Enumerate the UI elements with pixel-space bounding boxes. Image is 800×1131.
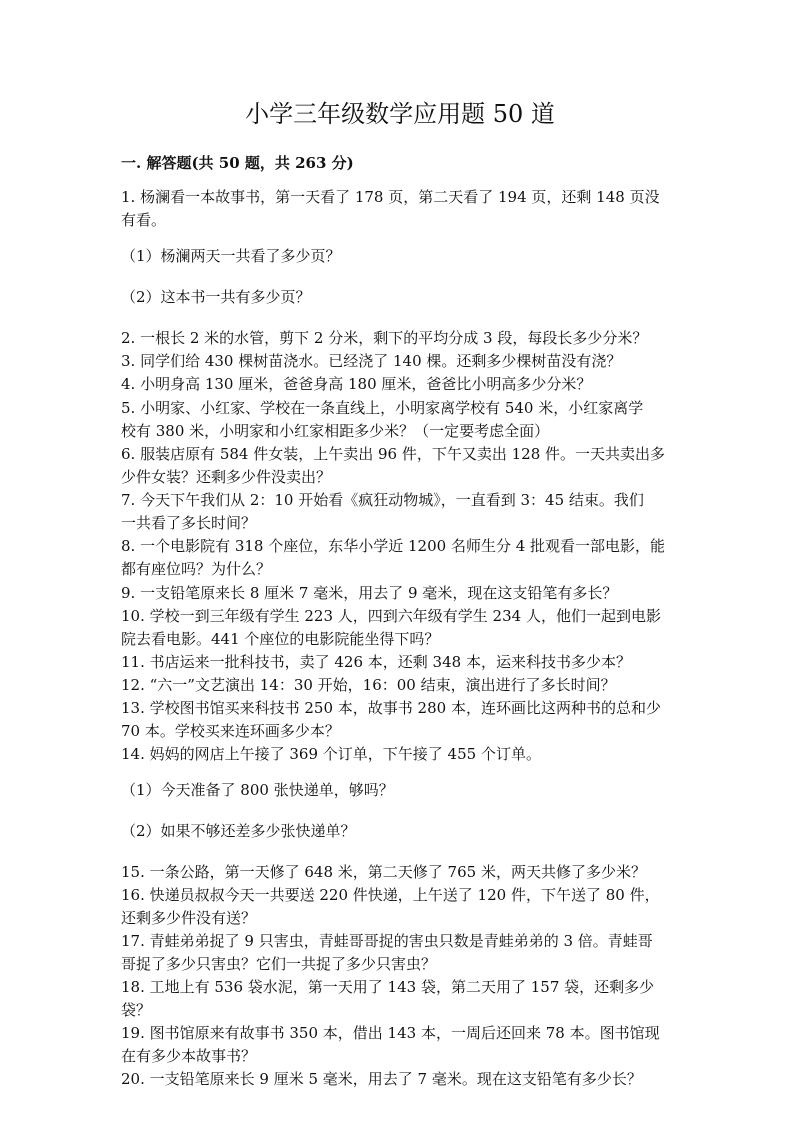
question-10-line-2: 院去看电影。441 个座位的电影院能坐得下吗？ xyxy=(121,630,440,648)
question-4: 4. 小明身高 130 厘米，爸爸身高 180 厘米，爸爸比小明高多少分米？ xyxy=(121,375,592,393)
question-11: 11. 书店运来一批科技书，卖了 426 本，还剩 348 本，运来科技书多少本？ xyxy=(121,653,631,671)
section-heading: 一. 解答题(共 50 题，共 263 分) xyxy=(121,154,354,172)
question-6-line-2: 少件女装？还剩多少件没卖出？ xyxy=(121,468,332,486)
question-12: 12. “六一”文艺演出 14：30 开始，16：00 结束，演出进行了多长时间？ xyxy=(121,676,616,694)
question-19-line-1: 19. 图书馆原来有故事书 350 本，借出 143 本，一周后还回来 78 本。图书馆现 xyxy=(121,1024,660,1042)
question-19-line-2: 在有多少本故事书？ xyxy=(121,1047,257,1065)
question-6-line-1: 6. 服装店原有 584 件女装，上午卖出 96 件，下午又卖出 128 件。一天共卖出多 xyxy=(121,445,666,463)
question-15: 15. 一条公路，第一天修了 648 米，第二天修了 765 米，两天共修了多少米？ xyxy=(121,863,646,881)
question-14-subquestion-1: （1）今天准备了 800 张快递单，够吗？ xyxy=(121,781,394,799)
question-16-line-2: 还剩多少件没有送？ xyxy=(121,909,257,927)
question-7-line-1: 7. 今天下午我们从 2：10 开始看《疯狂动物城》，一直看到 3：45 结束。我们 xyxy=(121,491,644,509)
question-10-line-1: 10. 学校一到三年级有学生 223 人，四到六年级有学生 234 人，他们一起到电影 xyxy=(121,607,661,625)
question-1-line-1: 1. 杨澜看一本故事书，第一天看了 178 页，第二天看了 194 页，还剩 148 页没 xyxy=(121,188,660,206)
question-17-line-1: 17. 青蛙弟弟捉了 9 只害虫，青蛙哥哥捉的害虫只数是青蛙弟弟的 3 倍。青蛙哥 xyxy=(121,932,653,950)
question-14-subquestion-2: （2）如果不够还差多少张快递单？ xyxy=(121,822,356,840)
question-18-line-1: 18. 工地上有 536 袋水泥，第一天用了 143 袋，第二天用了 157 袋，还剩多少 xyxy=(121,978,655,996)
question-1-subquestion-1: （1）杨澜两天一共看了多少页？ xyxy=(121,247,341,265)
question-3: 3. 同学们给 430 棵树苗浇水。已经浇了 140 棵。还剩多少棵树苗没有浇？ xyxy=(121,352,622,370)
page-title: 小学三年级数学应用题 50 道 xyxy=(245,100,555,128)
question-17-line-2: 哥捉了多少只害虫？它们一共捉了多少只害虫？ xyxy=(121,955,437,973)
question-1-line-2: 有看。 xyxy=(121,211,167,229)
question-5-line-1: 5. 小明家、小红家、学校在一条直线上，小明家离学校有 540 米，小红家离学 xyxy=(121,399,644,417)
question-16-line-1: 16. 快递员叔叔今天一共要送 220 件快递，上午送了 120 件，下午送了 80 件， xyxy=(121,886,660,904)
question-8-line-2: 都有座位吗？为什么？ xyxy=(121,560,272,578)
question-13-line-1: 13. 学校图书馆买来科技书 250 本，故事书 280 本，连环画比这两种书的总和少 xyxy=(121,699,661,717)
question-9: 9. 一支铅笔原来长 8 厘米 7 毫米，用去了 9 毫米，现在这支铅笔有多长？ xyxy=(121,584,618,602)
question-18-line-2: 袋？ xyxy=(121,1001,152,1019)
question-5-line-2: 校有 380 米，小明家和小红家相距多少米？（一定要考虑全面） xyxy=(121,422,550,440)
question-7-line-2: 一共看了多长时间？ xyxy=(121,514,257,532)
question-8-line-1: 8. 一个电影院有 318 个座位，东华小学近 1200 名师生分 4 批观看一部电影，能 xyxy=(121,537,666,555)
question-20: 20. 一支铅笔原来长 9 厘米 5 毫米，用去了 7 毫米。现在这支铅笔有多少长？ xyxy=(121,1070,642,1088)
question-14: 14. 妈妈的网店上午接了 369 个订单，下午接了 455 个订单。 xyxy=(121,745,541,763)
question-1-subquestion-2: （2）这本书一共有多少页？ xyxy=(121,288,311,306)
question-2: 2. 一根长 2 米的水管，剪下 2 分米，剩下的平均分成 3 段，每段长多少分米？ xyxy=(121,329,648,347)
question-13-line-2: 70 本。学校买来连环画多少本？ xyxy=(121,722,340,740)
